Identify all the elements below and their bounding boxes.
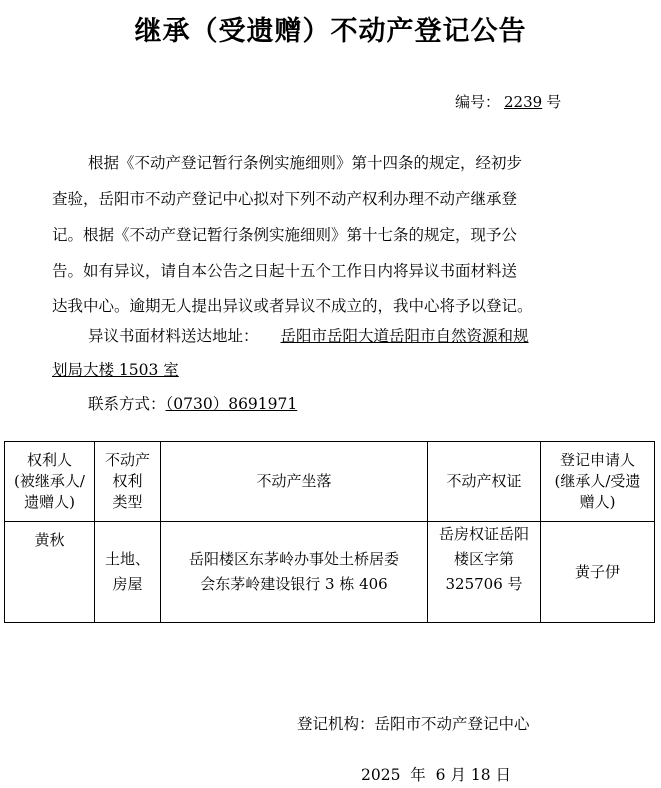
org-name: 岳阳市不动产登记中心 (374, 715, 530, 733)
cell-certificate: 岳房权证岳阳 楼区字第 325706 号 (428, 522, 541, 623)
serial-value: 2239 (504, 93, 543, 111)
cell-location: 岳阳楼区东茅岭办事处土桥居委 会东茅岭建设银行 3 栋 406 (161, 522, 428, 623)
serial-label: 编号： (455, 93, 501, 111)
cell-type: 土地、 房屋 (95, 522, 161, 623)
body-line-1: 根据《不动产登记暂行条例实施细则》第十四条的规定，经初步 (88, 154, 523, 172)
cell-applicant: 黄子伊 (541, 522, 655, 623)
contact-value: （0730）8691971 (165, 395, 298, 413)
property-table (4, 441, 655, 623)
header-applicant: 登记申请人 (继承人/受遗 赠人) (541, 442, 655, 522)
address-line-1 (88, 326, 648, 346)
body-line-5: 达我中心。逾期无人提出异议或者异议不成立的，我中心将予以登记。 (52, 297, 533, 315)
address-value-cont: 划局大楼 1503 室 (52, 361, 179, 379)
body-line-3: 记。根据《不动产登记暂行条例实施细则》第十七条的规定，现予公 (52, 226, 518, 244)
table-header-row (5, 442, 655, 522)
header-holder: 权利人 (被继承人/ 遗赠人) (5, 442, 95, 522)
table-row (5, 522, 655, 623)
body-line-4: 告。如有异议，请自本公告之日起十五个工作日内将异议书面材料送 (52, 262, 518, 280)
address-label: 异议书面材料送达地址： (88, 327, 259, 345)
serial-suffix: 号 (546, 93, 562, 111)
cell-holder: 黄秋 (5, 522, 95, 623)
serial-number (455, 92, 561, 112)
contact-line (88, 394, 648, 414)
contact-label: 联系方式： (88, 395, 166, 413)
header-right-type: 不动产 权利 类型 (95, 442, 161, 522)
address-line-2 (52, 360, 612, 380)
body-line-2: 查验，岳阳市不动产登记中心拟对下列不动产权利办理不动产继承登 (52, 190, 518, 208)
header-location: 不动产坐落 (161, 442, 428, 522)
registration-org (297, 714, 530, 734)
address-value: 岳阳市岳阳大道岳阳市自然资源和规 (280, 327, 529, 345)
notice-date: 2025 年 6 月 18 日 (361, 766, 512, 784)
notice-title: 继承（受遗赠）不动产登记公告 (134, 16, 527, 47)
header-certificate: 不动产权证 (428, 442, 541, 522)
org-label: 登记机构： (297, 715, 375, 733)
